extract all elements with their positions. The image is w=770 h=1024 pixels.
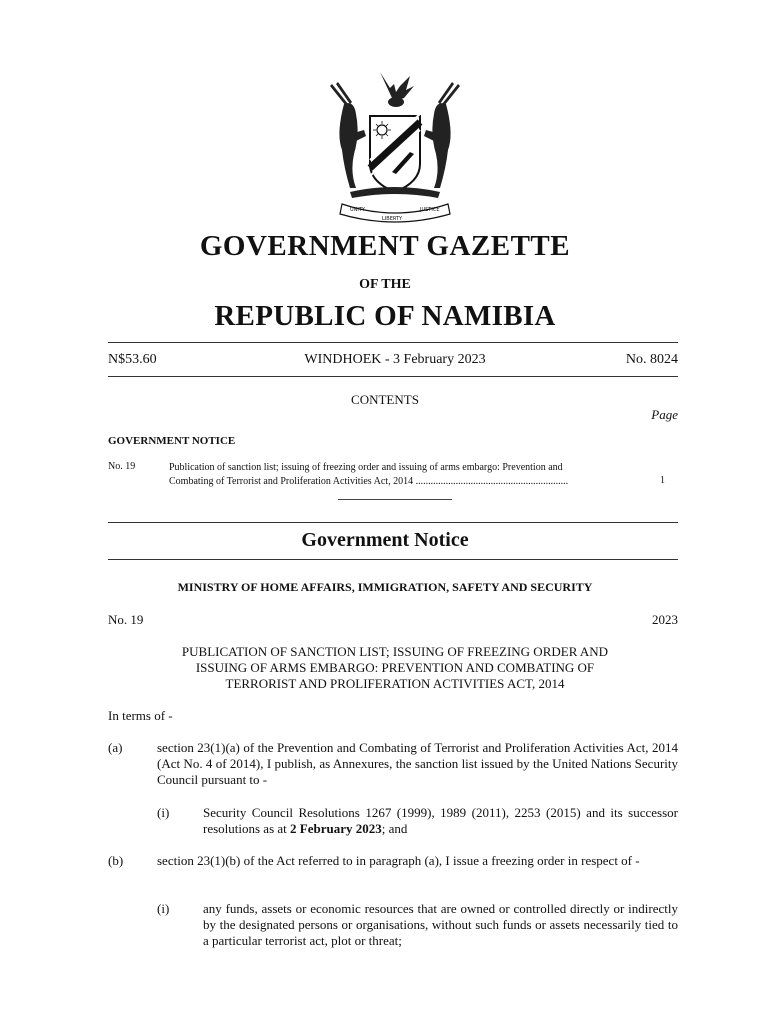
motto-unity: UNITY	[350, 207, 365, 213]
ministry-name: MINISTRY OF HOME AFFAIRS, IMMIGRATION, SAFETY AND SECURITY	[177, 580, 593, 594]
motto-liberty: LIBERTY	[382, 216, 403, 222]
sub-a-i-label: (i)	[157, 805, 170, 820]
sub-a-i-text	[203, 805, 678, 837]
sub-a-i-text-after: ; and	[381, 821, 408, 836]
para-b-label: (b)	[108, 853, 124, 868]
para-b-text: section 23(1)(b) of the Act referred to in paragraph (a), I issue a freezing order in respect of -	[157, 853, 640, 868]
toc-entry-number: No. 19	[108, 461, 136, 472]
gazette-number: No. 8024	[625, 352, 678, 367]
sub-a-i-date: 2 February 2023	[290, 821, 382, 836]
toc-entry-page: 1	[660, 475, 665, 486]
toc-entry-line-1: Publication of sanction list; issuing of freezing order and issuing of arms embargo: Prevention and	[169, 462, 563, 473]
notice-top-rule	[108, 522, 678, 523]
header-top-rule	[108, 342, 678, 343]
intro-text: In terms of -	[108, 708, 173, 723]
motto-justice: JUSTICE	[420, 207, 440, 213]
header-bottom-rule	[108, 376, 678, 377]
place-date: WINDHOEK - 3 February 2023	[304, 352, 486, 367]
para-a-text: section 23(1)(a) of the Prevention and Combating of Terrorist and Proliferation Activities Act, 2014 (Act No. 4 of 2014), I publish, as Annexures, the sanction list issued by the United Nations Security Council pursuant to -	[157, 740, 678, 787]
gazette-price: N$53.60	[108, 352, 157, 367]
republic-title: REPUBLIC OF NAMIBIA	[214, 300, 556, 332]
notice-title-line-1: PUBLICATION OF SANCTION LIST; ISSUING OF FREEZING ORDER AND	[181, 644, 609, 659]
notice-title-line-2: ISSUING OF ARMS EMBARGO: PREVENTION AND COMBATING OF	[195, 660, 595, 675]
notice-title-line-3: TERRORIST AND PROLIFERATION ACTIVITIES ACT, 2014	[225, 676, 565, 691]
para-a-label: (a)	[108, 740, 123, 755]
notice-number: No. 19	[108, 612, 144, 627]
notice-bottom-rule	[108, 559, 678, 560]
toc-entry-line-2: Combating of Terrorist and Proliferation Activities Act, 2014 .............................................................	[169, 476, 569, 487]
contents-heading: CONTENTS	[351, 392, 419, 407]
sub-b-i-text: any funds, assets or economic resources that are owned or controlled directly or indirectly by the designated persons or organisations, without such funds or assets necessarily tied to a particular terrorist act, plot or threat;	[203, 901, 678, 948]
notice-year: 2023	[652, 612, 678, 627]
toc-entry-text	[169, 461, 639, 489]
coat-of-arms-icon	[320, 64, 470, 224]
contents-section-heading: GOVERNMENT NOTICE	[108, 435, 236, 447]
contents-end-rule	[338, 499, 452, 500]
notice-heading: Government Notice	[301, 529, 469, 551]
of-the-label: OF THE	[359, 277, 411, 292]
page-column-label: Page	[651, 407, 678, 422]
sub-a-i-text-before: Security Council Resolutions 1267 (1999), 1989 (2011), 2253 (2015) and its successor resolutions as at	[203, 805, 678, 836]
gazette-title: GOVERNMENT GAZETTE	[199, 230, 571, 262]
notice-title	[140, 644, 650, 692]
sub-b-i-label: (i)	[157, 901, 170, 916]
